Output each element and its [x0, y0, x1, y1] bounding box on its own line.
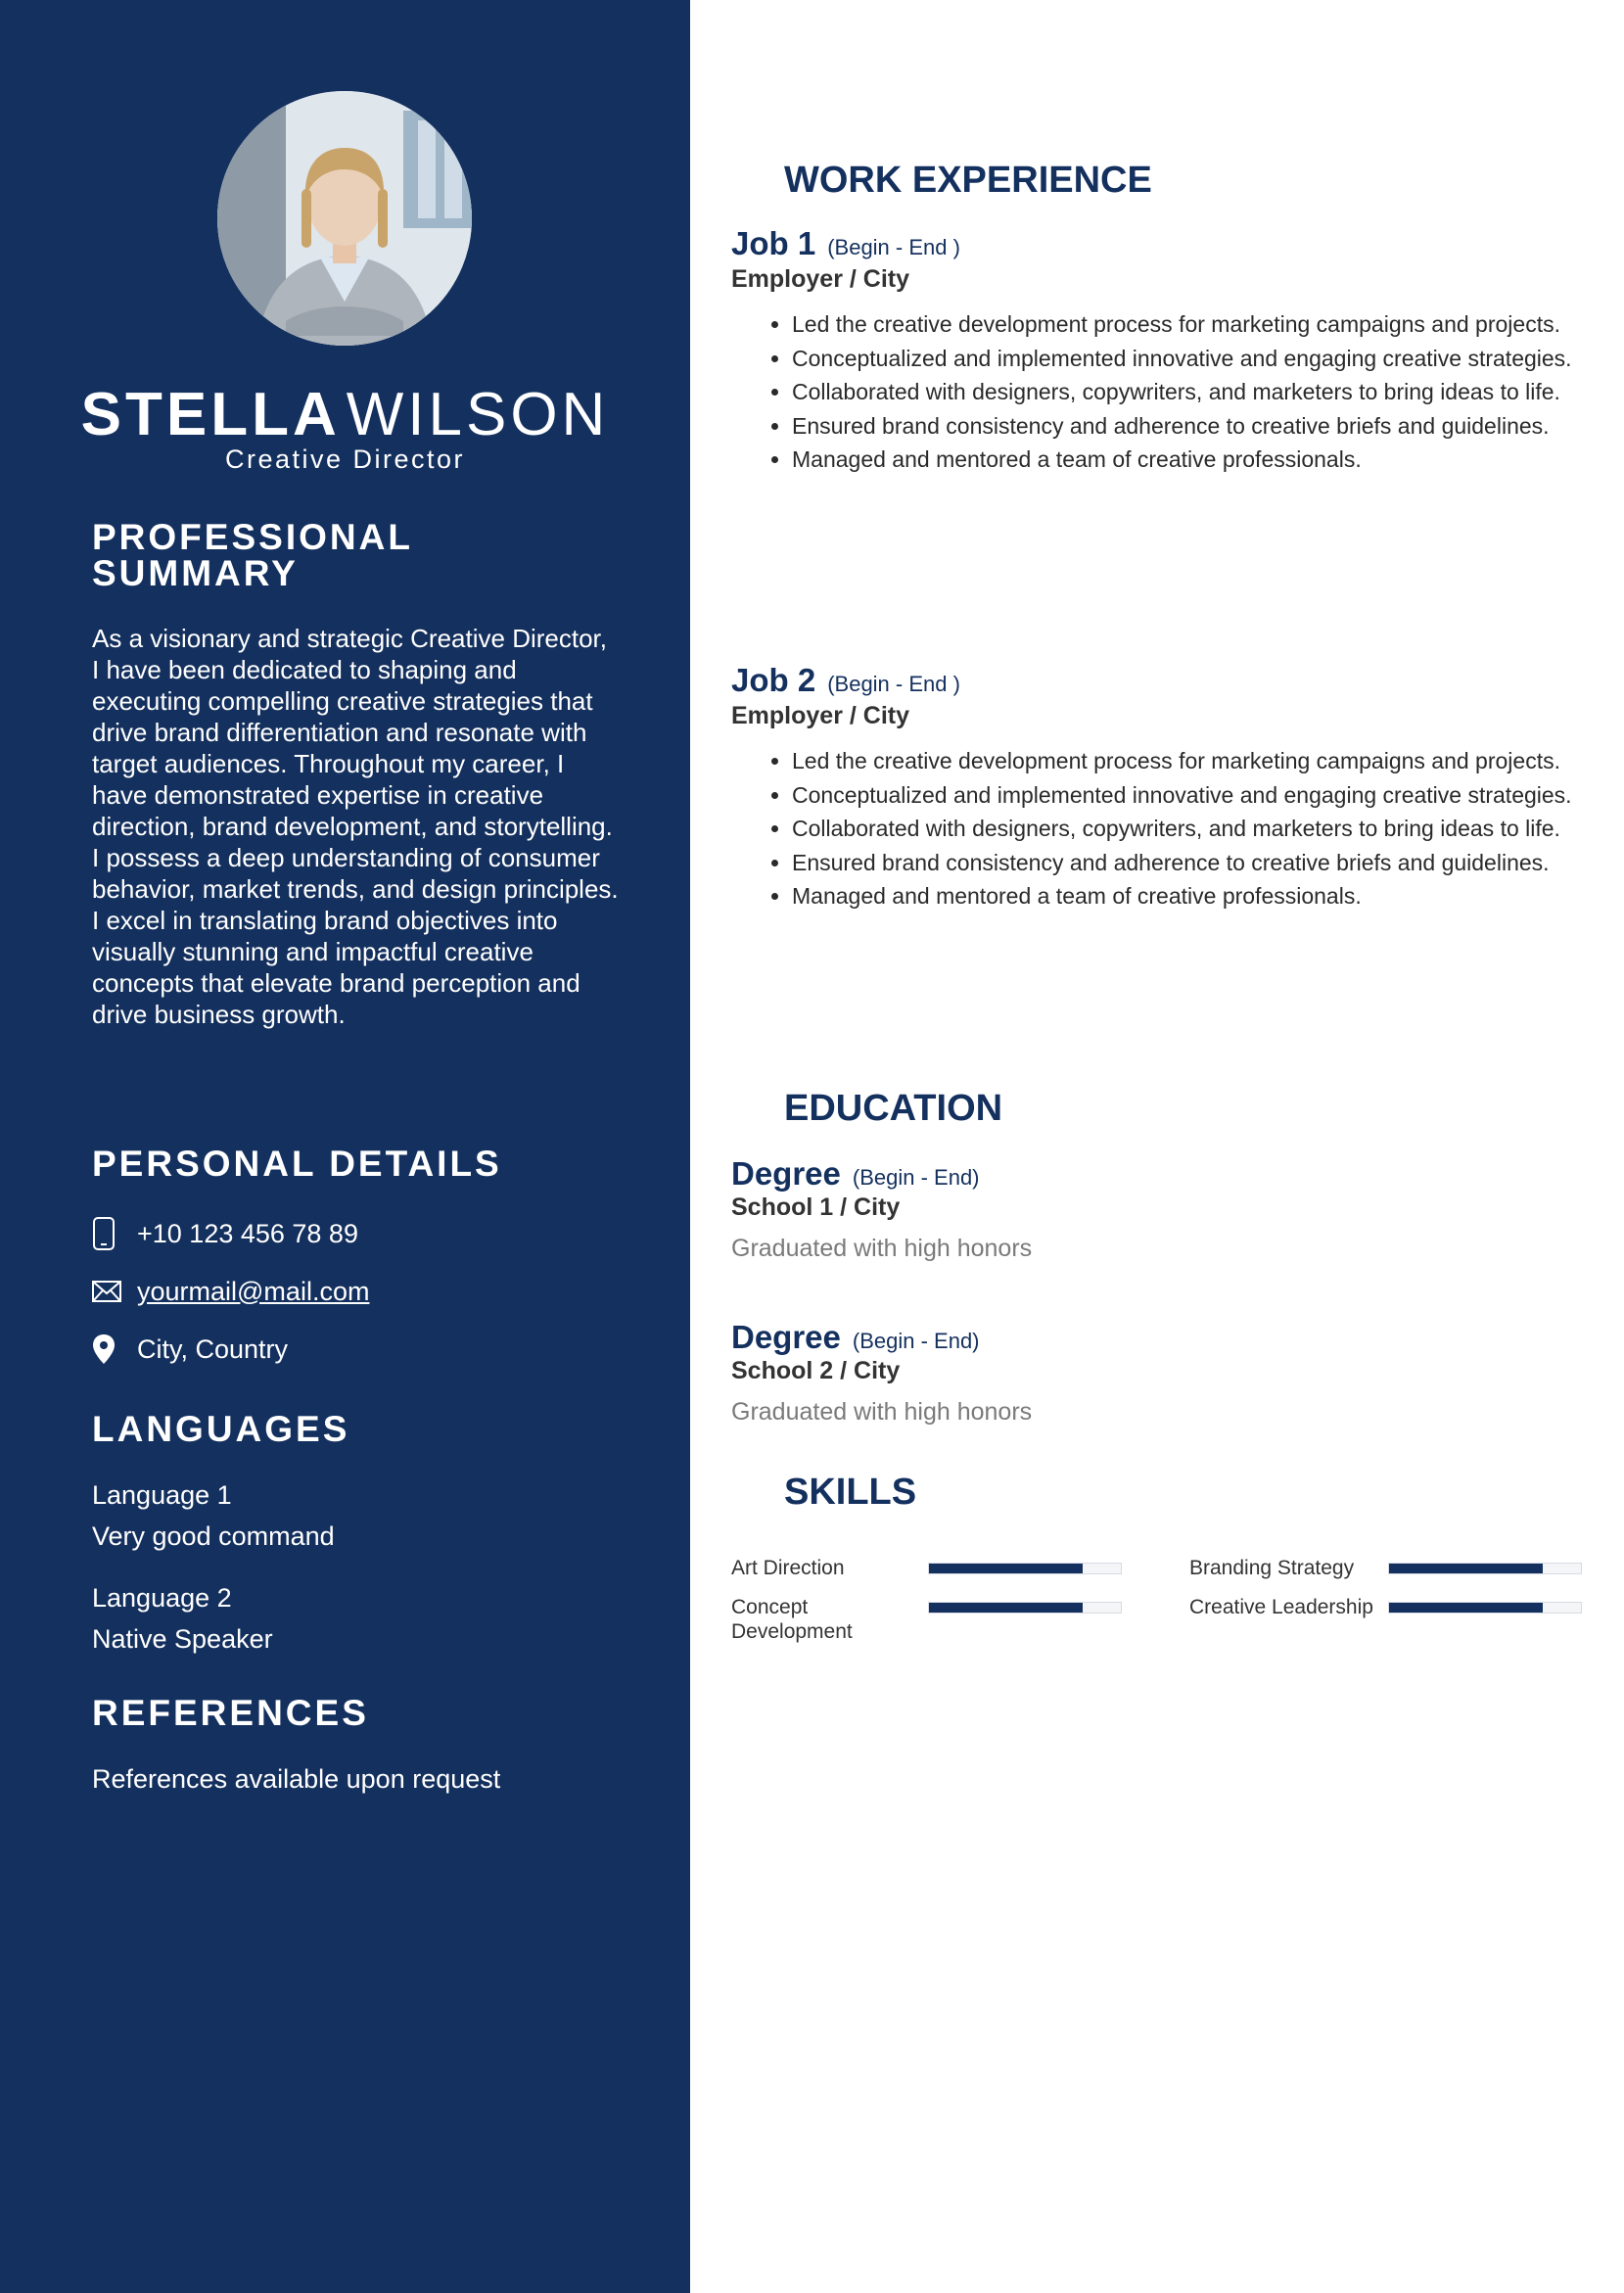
job-title: Job 1: [731, 225, 816, 261]
first-name: STELLA: [80, 381, 341, 448]
person-name: [0, 380, 690, 450]
work-experience-heading: WORK EXPERIENCE: [784, 160, 1152, 201]
skill-bar: [1388, 1602, 1582, 1614]
job-title: Job 2: [731, 662, 816, 698]
skill-bar-fill: [1389, 1603, 1543, 1613]
job-dates: (Begin - End ): [827, 672, 960, 696]
skill-bar-fill: [929, 1603, 1083, 1613]
skill-bar: [1388, 1563, 1582, 1574]
location-row: [92, 1332, 288, 1367]
skill-name: Concept Development: [731, 1596, 853, 1643]
education-note: Graduated with high honors: [731, 1235, 1033, 1262]
personal-details-heading: PERSONAL DETAILS: [92, 1144, 502, 1184]
phone-icon: [92, 1216, 125, 1251]
email-row: [92, 1274, 369, 1309]
degree-title: Degree: [731, 1155, 841, 1192]
job-bullet: • Led the creative development process for marketing campaigns and projects.: [792, 744, 1584, 778]
job-bullets: [762, 307, 1584, 477]
skill-name: Branding Strategy: [1189, 1557, 1355, 1579]
language-level: Native Speaker: [92, 1624, 273, 1654]
job-title-row: [731, 225, 960, 262]
job-bullet: • Ensured brand consistency and adherence to creative briefs and guidelines.: [792, 409, 1584, 444]
job-bullet: • Conceptualized and implemented innovative and engaging creative strategies.: [792, 778, 1584, 813]
degree-title: Degree: [731, 1319, 841, 1355]
job-bullets: [762, 744, 1584, 913]
degree-dates: (Begin - End): [852, 1329, 980, 1353]
email-link[interactable]: yourmail@mail.com: [137, 1276, 370, 1306]
skill-bar: [928, 1602, 1122, 1614]
language-name: Language 1: [92, 1480, 232, 1510]
skill-bar-fill: [1389, 1564, 1543, 1573]
job-bullet: • Managed and mentored a team of creative professionals.: [792, 879, 1584, 913]
language-level: Very good command: [92, 1521, 335, 1551]
job-title-row: [731, 662, 960, 699]
references-text: References available upon request: [92, 1764, 501, 1794]
skill-name: Creative Leadership: [1189, 1596, 1373, 1618]
mail-icon: [92, 1274, 125, 1309]
job-dates: (Begin - End ): [827, 235, 960, 259]
degree-row: [731, 1319, 980, 1356]
job-bullet: • Led the creative development process for marketing campaigns and projects.: [792, 307, 1584, 342]
job-bullet: • Conceptualized and implemented innovative and engaging creative strategies.: [792, 342, 1584, 376]
profile-photo: [217, 91, 472, 346]
job-bullet: • Managed and mentored a team of creative professionals.: [792, 443, 1584, 477]
job-bullet: • Collaborated with designers, copywriters, and marketers to bring ideas to life.: [792, 812, 1584, 846]
degree-dates: (Begin - End): [852, 1165, 980, 1190]
skill-bar: [928, 1563, 1122, 1574]
job-bullet: • Ensured brand consistency and adherence to creative briefs and guidelines.: [792, 846, 1584, 880]
summary-heading: PROFESSIONAL SUMMARY: [92, 517, 413, 593]
language-item: [92, 1474, 335, 1557]
summary-text: As a visionary and strategic Creative Director, I have been dedicated to shaping and executing compelling creative strategies that drive brand differentiation and resonate with target audiences. Throughout my career, I have demonstrated expertise in creative direction, brand development, and storytelling. I possess a deep understanding of consumer behavior, market trends, and design principles. I excel in translating brand objectives into visually stunning and impactful creative concepts that elevate brand perception and drive business growth.: [92, 624, 619, 1029]
phone-row: [92, 1216, 358, 1251]
skills-heading: SKILLS: [784, 1472, 917, 1513]
job-role: Creative Director: [224, 445, 466, 474]
education-heading: EDUCATION: [784, 1088, 1003, 1129]
language-name: Language 2: [92, 1583, 232, 1613]
school: School 1 / City: [731, 1193, 901, 1221]
location-pin-icon: [92, 1332, 125, 1367]
school: School 2 / City: [731, 1357, 901, 1384]
skill-name: Art Direction: [731, 1557, 845, 1579]
phone-number: +10 123 456 78 89: [137, 1218, 358, 1248]
education-note: Graduated with high honors: [731, 1398, 1033, 1426]
employer: Employer / City: [731, 702, 909, 729]
references-heading: REFERENCES: [92, 1693, 369, 1733]
location-text: City, Country: [137, 1334, 289, 1364]
job-bullet: • Collaborated with designers, copywriters, and marketers to bring ideas to life.: [792, 375, 1584, 409]
languages-heading: LANGUAGES: [92, 1409, 350, 1449]
employer: Employer / City: [731, 265, 909, 293]
skill-bar-fill: [929, 1564, 1083, 1573]
degree-row: [731, 1155, 980, 1193]
last-name: WILSON: [346, 381, 610, 448]
sidebar: [0, 0, 690, 2293]
language-item: [92, 1577, 273, 1660]
